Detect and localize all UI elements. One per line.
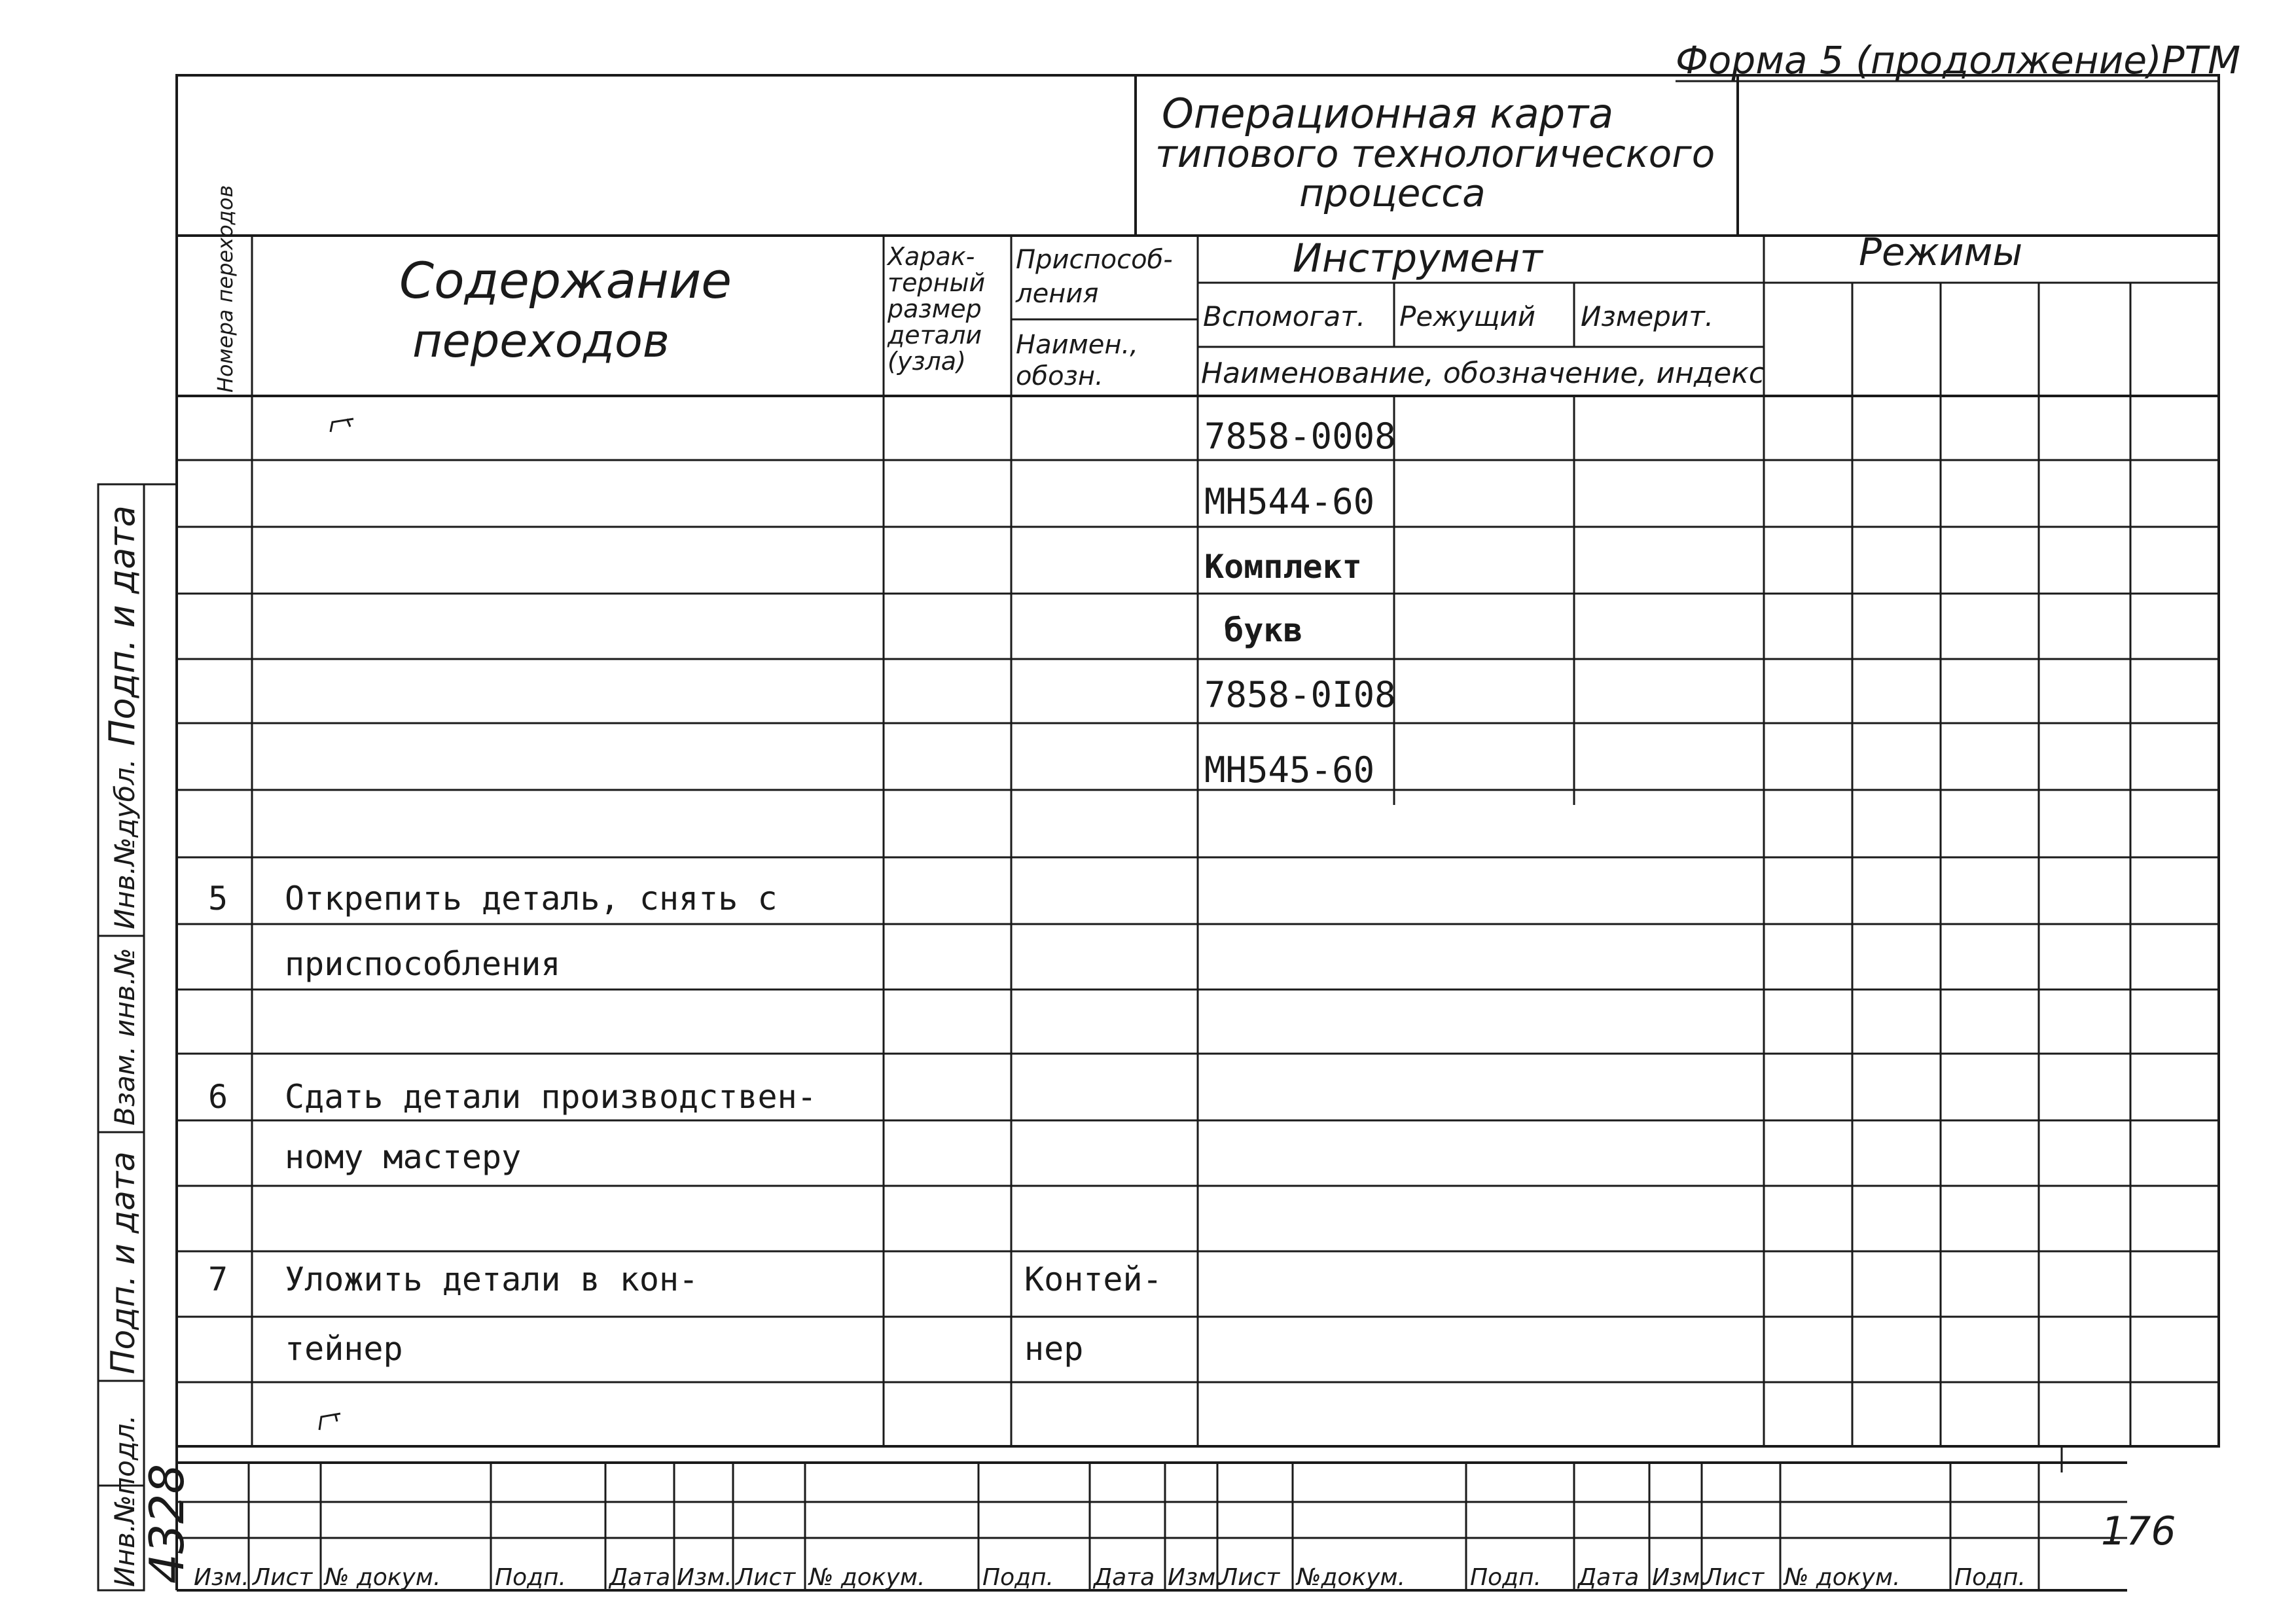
table-row [285, 945, 560, 983]
aux-tool-cell: букв [1204, 611, 1303, 649]
stamp-inv-duplicate: Инв.№дубл. [109, 758, 141, 929]
aux-tool-cell: МН545-60 [1204, 749, 1375, 791]
header-numbers: Номера переходов [213, 185, 238, 393]
step-content-cell: ному мастеру [285, 1138, 522, 1176]
header-aux: Вспомогат. [1203, 300, 1366, 332]
revision-labels: Изм. Лист № докум. Подп. Дата Изм. Лист № докум. Подп. Дата Изм. Лист №докум. Подп. Дата Изм. Лист № докум. Подп. [194, 1564, 2026, 1591]
header-content-line-2: переходов [412, 314, 670, 368]
step-content-cell: Уложить детали в кон- [285, 1260, 699, 1298]
stamp-inv-original: Инв.№подл. [109, 1414, 141, 1587]
operations-table [208, 416, 1396, 1368]
step-content-cell: приспособления [285, 945, 561, 983]
step-number-cell: 6 [208, 1078, 228, 1116]
title-line-3: процесса [1299, 171, 1486, 215]
title-line-2: типового технологического [1155, 132, 1715, 176]
step-number-cell: 5 [208, 880, 228, 918]
table-row [285, 1138, 521, 1176]
table-row [285, 1330, 1083, 1368]
step-content-cell: Открепить деталь, снять с [285, 880, 778, 918]
header-fixture-top: Приспособ- ления [1016, 245, 1173, 309]
aux-tool-cell: 7858-0I08 [1204, 674, 1396, 715]
header-modes: Режимы [1859, 230, 2023, 274]
step-content-cell: тейнер [285, 1330, 403, 1368]
fixture-cell: нер [1024, 1330, 1084, 1368]
stamp-sign-date-1: Подп. и дата [104, 1151, 142, 1374]
title-line-1: Операционная карта [1162, 90, 1614, 137]
header-size: Харак- терный размер детали (узла) [888, 242, 986, 376]
aux-tool-cell: Комплект [1204, 548, 1362, 586]
header-instrument: Инструмент [1293, 236, 1543, 281]
table-row [1204, 416, 1396, 457]
page-number: 176 [2101, 1508, 2176, 1554]
step-content-cell: Сдать детали производствен- [285, 1078, 817, 1116]
stamp-replace-inv: Взам. инв.№ [109, 948, 141, 1126]
step-number-cell: 7 [208, 1260, 228, 1298]
table-row [208, 1260, 1162, 1298]
table-row [1204, 674, 1396, 715]
header-cutting: Режущий [1399, 300, 1536, 332]
form-label: Форма 5 (продолжение)РТМ [1676, 38, 2241, 82]
revision-block [177, 1446, 2127, 1591]
fixture-cell: Контей- [1024, 1260, 1162, 1298]
header-fixture-bottom: Наимен., обозн. [1016, 330, 1138, 391]
table-row [1204, 548, 1362, 586]
aux-tool-cell: 7858-0008 [1204, 416, 1396, 457]
table-row [208, 1078, 817, 1116]
pen-mark [331, 419, 353, 432]
stamp-sign-date-2: Подп. и дата [101, 505, 143, 746]
table-row [1204, 749, 1374, 791]
header-content-line-1: Содержание [399, 251, 732, 310]
table-row [1204, 611, 1303, 649]
header-measuring: Измерит. [1581, 300, 1714, 332]
aux-tool-cell: МН544-60 [1204, 481, 1375, 522]
pen-mark [319, 1414, 340, 1430]
table-row [208, 880, 778, 918]
archive-number: 4328 [139, 1463, 194, 1584]
header-name-designation: Наименование, обозначение, индекс [1201, 357, 1765, 390]
table-row [1204, 481, 1374, 522]
side-stamp [98, 484, 194, 1590]
